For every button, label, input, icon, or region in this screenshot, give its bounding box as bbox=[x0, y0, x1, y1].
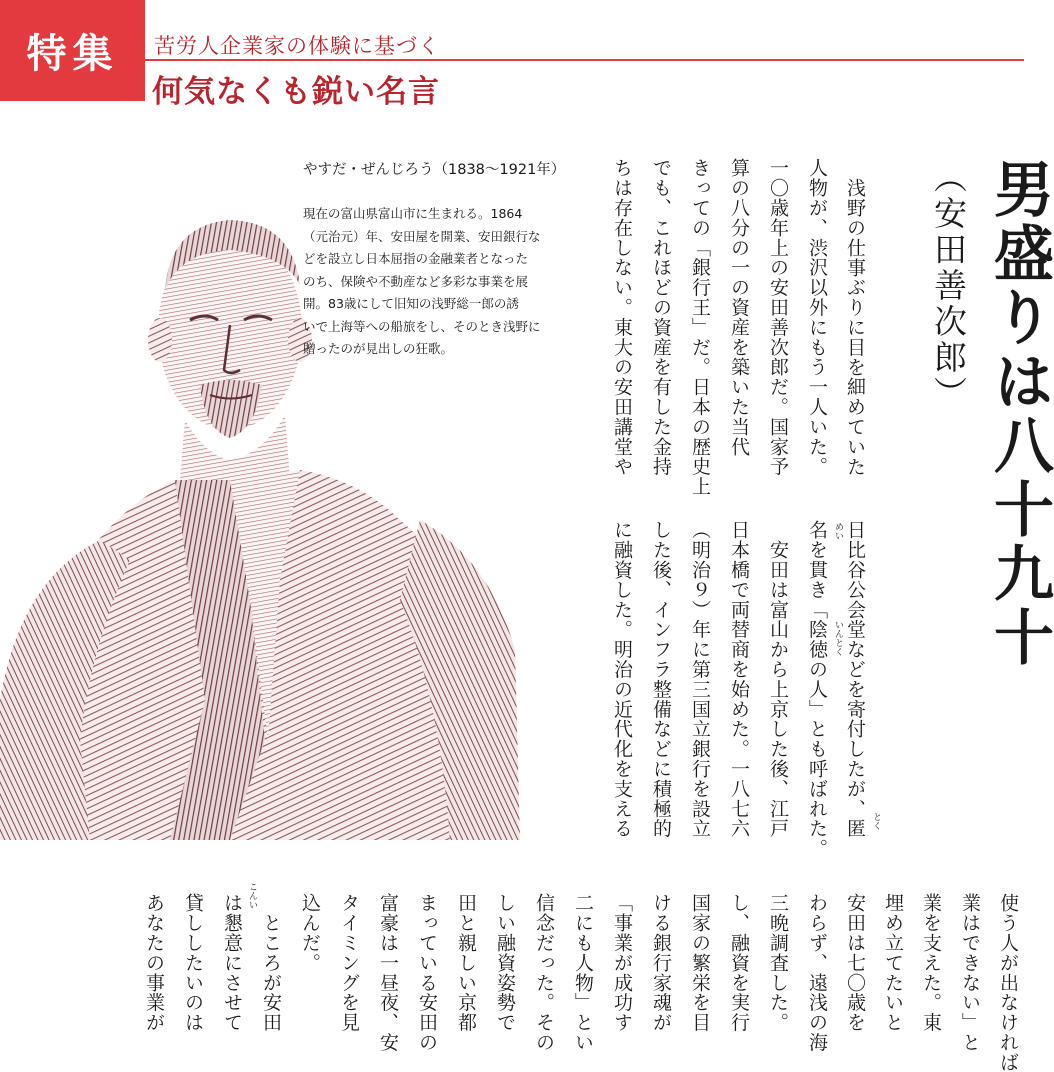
feature-subtitle: 苦労人企業家の体験に基づく bbox=[154, 34, 440, 58]
body-line: 日本橋で両替商を始めた。一八七六 bbox=[728, 520, 750, 839]
body-line: 業はできない」と bbox=[959, 893, 981, 1053]
body-line: し、融資を実行 bbox=[728, 893, 750, 1033]
caption-line: どを設立し日本屈指の金融業者となった bbox=[303, 251, 529, 266]
body-line: 安田は富山から上京した後、江戸 bbox=[767, 520, 789, 839]
ruby-konni: こんい bbox=[247, 882, 257, 909]
body-line: 使う人が出なければ bbox=[997, 893, 1019, 1072]
body-line: 浅野の仕事ぶりに目を細めていた bbox=[844, 178, 866, 477]
body-line: タイミングを見 bbox=[338, 893, 360, 1033]
caption-line: のち、保険や不動産など多彩な事業を展 bbox=[303, 273, 529, 289]
body-line: きっての「銀行王」だ。日本の歴史上 bbox=[689, 158, 711, 497]
body-line: しい融資姿勢で bbox=[494, 893, 516, 1033]
body-line: 安田は七〇歳を bbox=[844, 893, 866, 1033]
caption-line: いで上海等への船旅をし、そのとき浅野に bbox=[303, 318, 541, 334]
body-line: は懇意にさせて bbox=[221, 893, 243, 1033]
body-line: あなたの事業が bbox=[143, 893, 165, 1033]
article-subtitle: （安田善次郎） bbox=[929, 160, 968, 412]
ruby-intoku: いんとく bbox=[833, 620, 843, 656]
body-line: に融資した。明治の近代化を支える bbox=[611, 520, 633, 839]
body-line: 業を支えた。東 bbox=[920, 893, 942, 1033]
body-line: 信念だった。その bbox=[533, 893, 555, 1053]
body-line: まっている安田の bbox=[416, 893, 438, 1053]
body-line: 込んだ。 bbox=[299, 893, 321, 973]
caption-name: やすだ・ぜんじろう（1838〜1921年） bbox=[303, 162, 566, 178]
ruby-mei: めい bbox=[833, 522, 843, 540]
body-line: 富豪は一昼夜、安 bbox=[377, 893, 399, 1053]
body-line: 名を貫き「陰徳の人」とも呼ばれた。 bbox=[806, 520, 828, 859]
body-line: でも、これほどの資産を有した金持 bbox=[650, 158, 672, 477]
body-line: 一〇歳年上の安田善次郎だ。国家予 bbox=[767, 158, 789, 477]
body-line: 埋め立てたいと bbox=[882, 893, 904, 1033]
body-line: 田と親しい京都 bbox=[455, 893, 477, 1033]
body-line: 二にも人物」とい bbox=[572, 893, 594, 1053]
body-line: （明治９）年に第三国立銀行を設立 bbox=[689, 520, 711, 839]
body-line: 貸ししたいのは bbox=[182, 893, 204, 1033]
body-line: 国家の繁栄を目 bbox=[689, 893, 711, 1033]
body-line: ところが安田 bbox=[260, 893, 282, 1033]
caption-line: 開。83歳にして旧知の浅野総一郎の誘 bbox=[303, 296, 519, 311]
body-line: 人物が、渋沢以外にもう一人いた。 bbox=[806, 158, 828, 477]
caption-line: 現在の富山県富山市に生まれる。1864 bbox=[303, 206, 523, 221]
body-line: した後、インフラ整備などに積極的 bbox=[650, 520, 672, 839]
body-line: 「事業が成功す bbox=[611, 893, 633, 1033]
body-line: 日比谷公会堂などを寄付したが、匿 bbox=[844, 520, 866, 839]
feature-headline: 何気なくも鋭い名言 bbox=[152, 74, 440, 110]
body-line: ちは存在しない。東大の安田講堂や bbox=[611, 158, 633, 477]
caption-text bbox=[303, 203, 573, 361]
article-title: 男盛りは八十九十 bbox=[984, 158, 1054, 670]
body-line: ける銀行家魂が bbox=[650, 893, 672, 1033]
caption-line: 贈ったのが見出しの狂歌。 bbox=[303, 341, 454, 356]
body-line: 算の八分の一の資産を築いた当代 bbox=[728, 158, 750, 457]
feature-badge: 特集 bbox=[0, 0, 145, 101]
caption-line: （元治元）年、安田屋を開業、安田銀行な bbox=[303, 228, 541, 244]
body-line: 三晩調査した。 bbox=[767, 893, 789, 1033]
body-line: わらず、遠浅の海 bbox=[806, 893, 828, 1053]
ruby-toku: とく bbox=[871, 812, 881, 830]
